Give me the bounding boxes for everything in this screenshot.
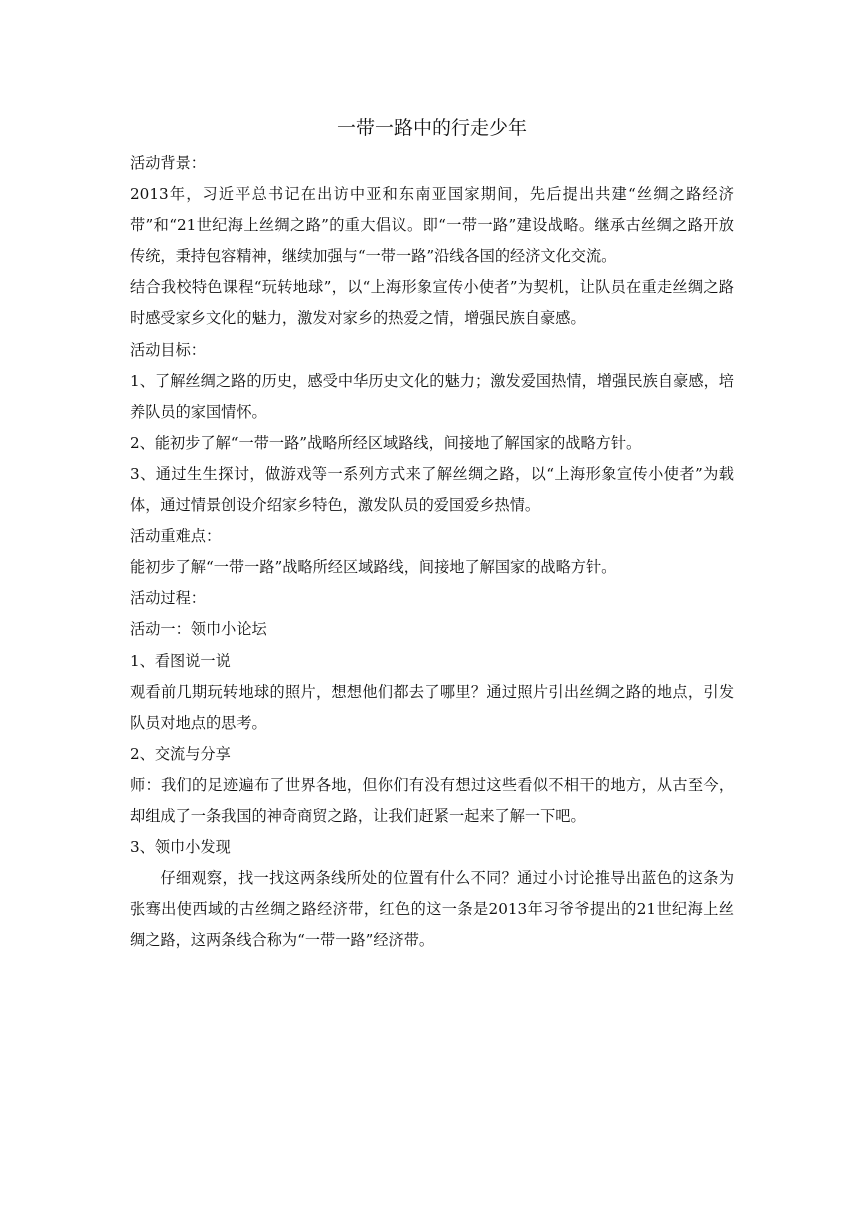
goal-item-2: 2、能初步了解“一带一路”战略所经区域路线，间接地了解国家的战略方针。 — [130, 433, 642, 452]
paragraph-background-2: 结合我校特色课程“玩转地球”，以“上海形象宣传小使者”为契机，让队员在重走丝绸之路时感受家乡文化的魅力，激发对家乡的热爱之情，增强民族自豪感。 — [130, 278, 734, 328]
goal-item-1: 1、了解丝绸之路的历史，感受中华历史文化的魅力；激发爱国热情，增强民族自豪感，培养队员的家国情怀。 — [130, 371, 734, 421]
document-title: 一带一路中的行走少年 — [336, 117, 527, 139]
step-2-paragraph: 师：我们的足迹遍布了世界各地，但你们有没有想过这些看似不相干的地方，从古至今，却组成了一条我国的神奇商贸之路，让我们赶紧一起来了解一下吧。 — [130, 775, 734, 825]
heading-key-points: 活动重难点： — [130, 527, 222, 546]
heading-goals: 活动目标： — [130, 340, 206, 359]
document-page — [130, 110, 734, 956]
heading-background: 活动背景： — [130, 154, 206, 172]
step-2-heading: 2、交流与分享 — [130, 744, 231, 763]
goal-item-3: 3、通过生生探讨，做游戏等一系列方式来了解丝绸之路，以“上海形象宣传小使者”为载体，通过情景创设介绍家乡特色，激发队员的爱国爱乡热情。 — [130, 464, 734, 515]
step-3-heading: 3、领巾小发现 — [130, 838, 231, 857]
step-3-paragraph: 仔细观察，找一找这两条线所处的位置有什么不同？通过小讨论推导出蓝色的这条为张骞出使西域的古丝绸之路经济带，红色的这一条是2013年习爷爷提出的21世纪海上丝绸之路，这两条线合称为“一带一路”经济带。 — [130, 869, 734, 950]
step-1-heading: 1、看图说一说 — [130, 651, 231, 670]
activity-one-heading: 活动一：领巾小论坛 — [130, 620, 267, 639]
step-1-paragraph: 观看前几期玩转地球的照片，想想他们都去了哪里？通过照片引出丝绸之路的地点，引发队员对地点的思考。 — [130, 682, 734, 732]
paragraph-background-1: 2013年，习近平总书记在出访中亚和东南亚国家期间，先后提出共建“丝绸之路经济带”和“21世纪海上丝绸之路”的重大倡议。即“一带一路”建设战略。继承古丝绸之路开放传统，秉持包容精神，继续加强与“一带一路”沿线各国的经济文化交流。 — [130, 185, 734, 266]
paragraph-key-points: 能初步了解“一带一路”战略所经区域路线，间接地了解国家的战略方针。 — [130, 558, 617, 577]
heading-process: 活动过程： — [130, 589, 206, 608]
